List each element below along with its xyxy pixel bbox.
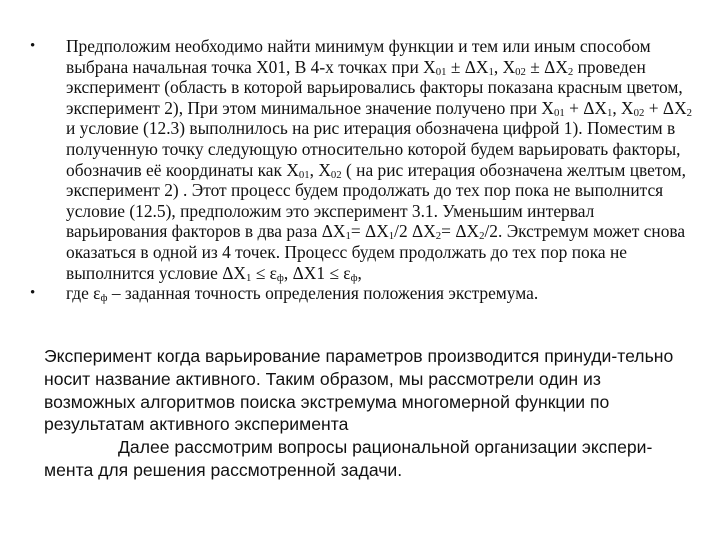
closing-paragraph-indented	[44, 436, 684, 482]
text-run: , X	[309, 159, 331, 180]
subscript: 1	[388, 230, 395, 243]
text-run: ± ΔX	[525, 56, 568, 77]
text-run: и условие (12.3) выполнилось на рис итерация обозначена цифрой 1). Поместим в полученную точку следующую относительно которой будем варьировать факторы, обозначив её координаты как X	[66, 118, 681, 180]
subscript: ф	[100, 292, 108, 305]
text-run: Предположим необходимо найти минимум функции и тем или иным способом выбрана начальная точка X01, В 4-х точках при X	[66, 36, 651, 77]
text-run: ( на рис итерация обозначена желтым цветом, эксперимент 2) . Этот процесс будем продолжать до тех пор пока не выполнится условие (12.5), предположим это эксперимент 3.1. Уменьшим интервал варьирования факторов в два раза ΔX	[66, 159, 686, 242]
text-run: , X	[612, 97, 634, 118]
closing-paragraph-text: Далее рассмотрим вопросы рациональной организации экспери-мента для решения рассмотренной задачи.	[44, 437, 653, 480]
subscript: 1	[606, 106, 613, 119]
subscript: 01	[435, 65, 447, 78]
subscript: 02	[633, 106, 645, 119]
subscript: 2	[479, 230, 485, 243]
text-run: = ΔX	[350, 221, 389, 242]
text-run: , X	[493, 56, 516, 77]
subscript: 1	[245, 271, 252, 284]
bullet-item	[28, 36, 698, 283]
text-run: где ε	[66, 283, 101, 304]
text-run: + ΔX	[564, 97, 607, 118]
bullet-list	[28, 36, 698, 304]
subscript: 02	[515, 65, 526, 78]
subscript: 01	[553, 106, 565, 119]
text-run: ,	[357, 262, 362, 283]
bullet-icon: •	[30, 285, 36, 302]
subscript: ф	[350, 271, 358, 284]
subscript: 2	[686, 106, 693, 119]
subscript: 1	[488, 65, 494, 78]
subscript: ф	[276, 271, 284, 284]
text-run: проведен эксперимент (область в которой варьировались факторы показана красным цветом, эксперимент 2), При этом минимальное значение получено при X	[66, 56, 683, 118]
bullet-text	[66, 283, 698, 304]
text-run: /2. Экстремум может снова оказаться в одной из 4 точек. Процесс будем продолжать до тех пор пока не выполнится условие ΔX	[66, 221, 686, 283]
closing-paragraph: Эксперимент когда варьирование параметров производится принуди-тельно носит название активного. Таким образом, мы рассмотрели один из возможных алгоритмов поиска экстремума многомерной функции по результатам активного эксперимента	[44, 346, 674, 435]
bullet-item	[28, 283, 698, 304]
closing-text	[44, 345, 684, 482]
text-run: , ΔX1 ≤ ε	[283, 262, 351, 283]
text-run: ± ΔX	[446, 56, 489, 77]
subscript: 2	[567, 65, 574, 78]
subscript: 2	[435, 230, 442, 243]
text-run: = ΔX	[441, 221, 480, 242]
text-run: + ΔX	[644, 97, 687, 118]
subscript: 02	[330, 168, 342, 181]
bullet-text	[66, 36, 698, 283]
text-run: ≤ ε	[251, 262, 277, 283]
text-run: /2 ΔX	[394, 221, 436, 242]
subscript: 1	[345, 230, 351, 243]
bullet-icon: •	[30, 38, 36, 54]
subscript: 01	[298, 168, 310, 181]
text-run: – заданная точность определения положения экстремума.	[107, 283, 539, 304]
